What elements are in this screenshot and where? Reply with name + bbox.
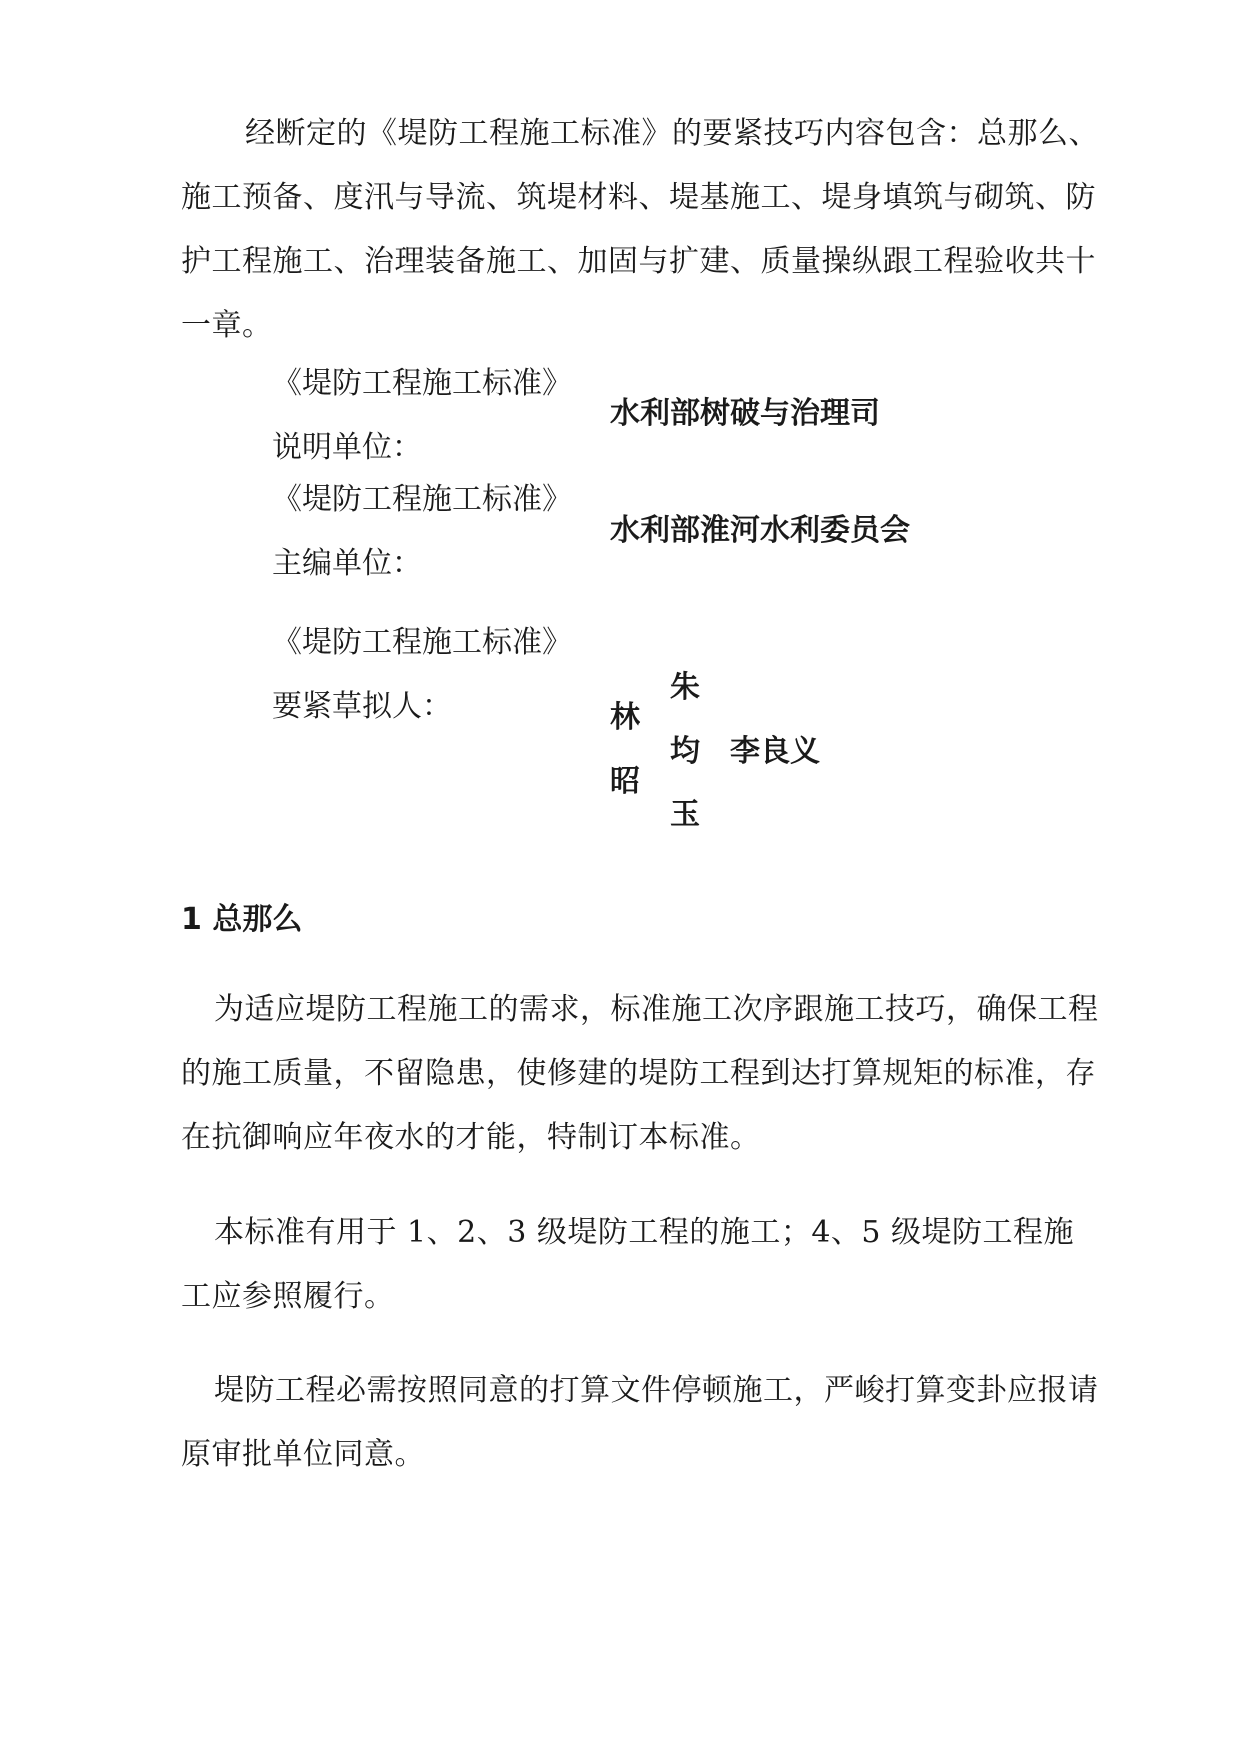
editor-unit-label: [272, 468, 602, 596]
explain-unit-value: 水利部树破与治理司: [610, 396, 880, 431]
section1-paragraph-3: 堤防工程必需按照同意的打算文件停顿施工，严峻打算变卦应报请原审批单位同意。: [181, 1373, 1099, 1472]
drafter-2-char-1: 朱: [670, 670, 700, 705]
explain-unit-label-line1: 《堤防工程施工标准》: [272, 366, 572, 401]
drafter-label-line2: 要紧草拟人：: [272, 689, 452, 724]
drafter-3-name: 李良义: [730, 734, 820, 769]
drafter-label: [272, 611, 602, 739]
drafter-2-char-3: 玉: [670, 797, 700, 832]
section-heading: 1 总那么: [181, 902, 303, 937]
section1-paragraph-2: 本标准有用于 1、2、3 级堤防工程的施工；4、5 级堤防工程施工应参照履行。: [181, 1215, 1075, 1314]
drafter-label-line1: 《堤防工程施工标准》: [272, 625, 572, 660]
editor-unit-value: 水利部淮河水利委员会: [610, 513, 910, 548]
explain-unit-label-line2: 说明单位：: [272, 430, 422, 465]
editor-unit-label-line1: 《堤防工程施工标准》: [272, 482, 572, 517]
drafter-1-char-2: 昭: [610, 764, 640, 799]
editor-unit-label-line2: 主编单位：: [272, 546, 422, 581]
intro-paragraph: 经断定的《堤防工程施工标准》的要紧技巧内容包含：总那么、施工预备、度汛与导流、筑堤材料、堤基施工、堤身填筑与砌筑、防护工程施工、治理装备施工、加固与扩建、质量操纵跟工程验收共十一章。: [181, 116, 1099, 343]
drafter-2-char-2: 均: [670, 734, 700, 769]
explain-unit-label: [272, 352, 602, 480]
section1-paragraph-1: 为适应堤防工程施工的需求，标准施工次序跟施工技巧，确保工程的施工质量，不留隐患，使修建的堤防工程到达打算规矩的标准，存在抗御响应年夜水的才能，特制订本标准。: [181, 992, 1099, 1155]
drafter-1-char-1: 林: [610, 700, 640, 735]
